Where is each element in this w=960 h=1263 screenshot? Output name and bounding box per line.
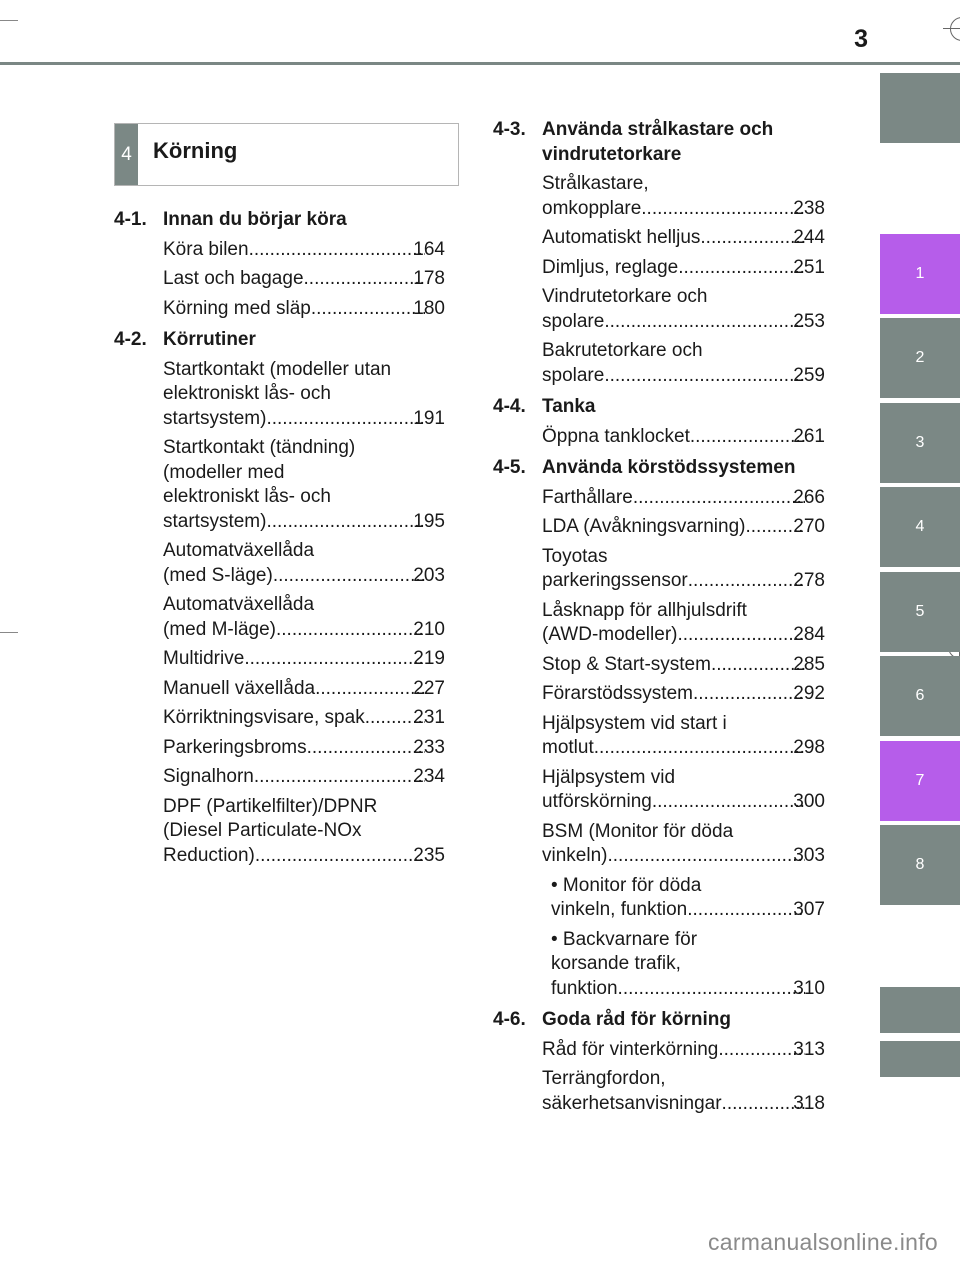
toc-entry[interactable] xyxy=(542,820,825,869)
toc-entry-text: Förarstödssystem xyxy=(542,683,693,704)
dot-leader xyxy=(711,653,805,678)
toc-entry[interactable] xyxy=(163,706,445,731)
dot-leader xyxy=(276,618,425,643)
toc-entry[interactable] xyxy=(542,226,825,251)
toc-entry-text: startsystem) xyxy=(163,510,267,532)
crop-mark xyxy=(0,632,18,633)
toc-entry-text: vinkeln) xyxy=(542,845,608,866)
toc-entry-page: 234 xyxy=(413,766,445,787)
toc-entry-page: 303 xyxy=(793,845,825,866)
toc-entry-text: Hjälpsystem vid xyxy=(542,766,676,788)
dot-leader xyxy=(677,623,805,648)
toc-entry-text: (AWD-modeller) xyxy=(542,624,678,645)
toc-entry-text: Last och bagage xyxy=(163,268,304,289)
chapter-tab-4[interactable]: 4 xyxy=(880,487,960,567)
toc-entry-page: 298 xyxy=(793,737,825,758)
toc-entry[interactable] xyxy=(551,874,825,923)
dot-leader xyxy=(718,1038,805,1063)
toc-group-title: Använda strålkastare och vindrutetorkare xyxy=(542,119,774,165)
dot-leader xyxy=(690,425,805,450)
section-title: Körning xyxy=(153,138,238,163)
toc-entry[interactable] xyxy=(542,425,825,450)
toc-entry-page: 219 xyxy=(413,648,445,669)
toc-entry-text: spolare xyxy=(542,364,605,386)
toc-entry-text: DPF (Partikelfilter)/DPNR xyxy=(163,795,378,817)
toc-entry[interactable] xyxy=(542,1067,825,1116)
dot-leader xyxy=(687,898,805,923)
toc-entry-page: 313 xyxy=(793,1038,825,1060)
toc-entry-page: 180 xyxy=(413,297,445,319)
toc-entry-page: 164 xyxy=(413,238,445,260)
toc-entry-text: Råd för vinterkörning xyxy=(542,1038,719,1060)
toc-entry-text: parkeringssensor xyxy=(542,570,688,591)
dot-leader xyxy=(304,267,426,292)
toc-entry[interactable] xyxy=(542,339,825,388)
toc-entry[interactable] xyxy=(542,285,825,334)
toc-entry-text: Reduction) xyxy=(163,844,255,866)
dot-leader xyxy=(266,510,425,535)
toc-entry-page: 278 xyxy=(793,570,825,591)
toc-group-heading xyxy=(493,118,825,167)
dot-leader xyxy=(244,647,425,672)
toc-group-heading xyxy=(493,456,825,481)
toc-column-left xyxy=(114,208,445,875)
toc-entry-page: 227 xyxy=(413,677,445,699)
toc-entry[interactable] xyxy=(542,712,825,761)
toc-entry-text: Farthållare xyxy=(542,486,633,508)
registration-mark xyxy=(950,17,960,41)
chapter-tab-8[interactable]: 8 xyxy=(880,825,960,905)
toc-entry-text: (med S-läge) xyxy=(163,564,273,586)
toc-entry[interactable] xyxy=(163,647,445,672)
toc-entry-text: Parkeringsbroms xyxy=(163,736,307,758)
toc-entry-text: Startkontakt (tändning) xyxy=(163,437,356,458)
toc-group-heading xyxy=(493,395,825,420)
toc-entry-text: LDA (Avåkningsvarning) xyxy=(542,516,746,537)
toc-group-number: 4-5. xyxy=(493,457,526,478)
toc-entry-text: utförskörning xyxy=(542,791,652,812)
toc-group-heading xyxy=(493,1008,825,1033)
toc-group-number: 4-1. xyxy=(114,209,147,230)
toc-entry[interactable] xyxy=(542,172,825,221)
dot-leader xyxy=(255,844,425,869)
toc-entry-page: 285 xyxy=(793,653,825,675)
toc-entry-text: (Diesel Particulate-NOx xyxy=(163,820,362,841)
chapter-tab-blank[interactable] xyxy=(880,987,960,1033)
toc-entry-text: elektroniskt lås- och xyxy=(163,486,331,507)
toc-entry-text: Automatväxellåda xyxy=(163,540,315,561)
section-header xyxy=(114,123,459,186)
chapter-tab-6[interactable]: 6 xyxy=(880,656,960,736)
dot-leader xyxy=(604,364,805,389)
toc-entry-page: 210 xyxy=(413,618,445,640)
toc-entry-text: spolare xyxy=(542,310,605,332)
dot-leader xyxy=(311,297,425,322)
toc-entry-text: korsande trafik, xyxy=(551,953,681,974)
toc-group-title: Goda råd för körning xyxy=(542,1009,731,1030)
toc-group-number: 4-4. xyxy=(493,396,526,417)
toc-entry-text: Stop & Start-system xyxy=(542,653,711,675)
toc-entry-text: Öppna tanklocket xyxy=(542,425,690,447)
toc-entry-text: Hjälpsystem vid start i xyxy=(542,712,727,734)
toc-group-number: 4-2. xyxy=(114,329,147,350)
dot-leader xyxy=(249,238,426,263)
dot-leader xyxy=(678,256,805,281)
toc-group xyxy=(493,395,825,449)
chapter-tab-blank[interactable] xyxy=(880,1041,960,1077)
dot-leader xyxy=(266,407,425,432)
toc-group-title: Innan du börjar köra xyxy=(163,209,347,230)
toc-entry-page: 261 xyxy=(793,425,825,447)
toc-group-number: 4-6. xyxy=(493,1009,526,1030)
toc-entry-page: 300 xyxy=(793,791,825,812)
toc-entry[interactable] xyxy=(542,256,825,281)
toc-entry-page: 244 xyxy=(793,227,825,248)
toc-entry-text: Vindrutetorkare och xyxy=(542,286,708,307)
toc-entry-text: Startkontakt (modeller utan xyxy=(163,358,392,380)
toc-entry[interactable] xyxy=(163,593,445,642)
toc-entry-text: Köra bilen xyxy=(163,238,249,260)
toc-entry[interactable] xyxy=(542,1038,825,1063)
toc-entry-page: 178 xyxy=(413,268,445,289)
toc-entry-page: 284 xyxy=(793,624,825,645)
toc-entry-page: 307 xyxy=(793,899,825,920)
toc-entry-page: 235 xyxy=(413,844,445,866)
toc-group xyxy=(493,1008,825,1116)
toc-entry-text: Automatväxellåda xyxy=(163,594,315,615)
toc-entry-text: Signalhorn xyxy=(163,766,254,787)
toc-group-title: Körrutiner xyxy=(163,329,256,350)
toc-entry[interactable] xyxy=(163,358,445,432)
toc-entry-text: Dimljus, reglage xyxy=(542,256,679,278)
toc-group xyxy=(493,456,825,1001)
dot-leader xyxy=(633,486,805,511)
toc-entry[interactable] xyxy=(163,736,445,761)
toc-entry-text: säkerhetsanvisningar xyxy=(542,1092,722,1114)
dot-leader xyxy=(594,736,806,761)
dot-leader xyxy=(700,226,805,251)
dot-leader xyxy=(273,564,425,589)
toc-entry-text: Bakrutetorkare och xyxy=(542,340,703,361)
chapter-tab-1[interactable]: 1 xyxy=(880,234,960,314)
toc-entry-page: 233 xyxy=(413,736,445,758)
dot-leader xyxy=(652,790,805,815)
toc-entry-page: 310 xyxy=(793,977,825,999)
toc-entry[interactable] xyxy=(542,766,825,815)
toc-entry-text: • Monitor för döda xyxy=(551,874,702,896)
toc-entry-page: 253 xyxy=(793,310,825,332)
chapter-tab-3[interactable]: 3 xyxy=(880,403,960,483)
toc-entry-text: (med M-läge) xyxy=(163,618,276,640)
toc-entry-text: Körning med släp xyxy=(163,297,311,319)
toc-entry-page: 191 xyxy=(413,407,445,429)
toc-entry-text: • Backvarnare för xyxy=(551,928,698,950)
toc-entry-text: (modeller med xyxy=(163,461,285,483)
toc-entry[interactable] xyxy=(163,795,445,869)
toc-group xyxy=(114,328,445,868)
toc-group-number: 4-3. xyxy=(493,119,526,140)
toc-entry-page: 266 xyxy=(793,486,825,508)
chapter-tab-blank[interactable] xyxy=(880,73,960,143)
toc-entry-text: elektroniskt lås- och xyxy=(163,383,331,404)
dot-leader xyxy=(315,677,425,702)
toc-entry[interactable] xyxy=(542,486,825,511)
toc-entry[interactable] xyxy=(163,539,445,588)
toc-entry-page: 318 xyxy=(793,1092,825,1114)
toc-group-title: Använda körstödssystemen xyxy=(542,457,796,478)
toc-entry[interactable] xyxy=(163,238,445,263)
crop-mark xyxy=(0,20,18,21)
toc-entry[interactable] xyxy=(542,515,825,540)
toc-entry-page: 292 xyxy=(793,683,825,704)
toc-entry-text: Manuell växellåda xyxy=(163,677,316,699)
toc-entry[interactable] xyxy=(551,928,825,1002)
toc-entry[interactable] xyxy=(163,297,445,322)
toc-entry[interactable] xyxy=(542,682,825,707)
section-number: 4 xyxy=(115,124,138,185)
toc-entry[interactable] xyxy=(163,677,445,702)
dot-leader xyxy=(618,977,806,1002)
toc-entry-text: motlut xyxy=(542,737,594,758)
toc-entry[interactable] xyxy=(163,267,445,292)
toc-entry-text: omkopplare xyxy=(542,197,642,219)
toc-group xyxy=(114,208,445,321)
chapter-tab-7[interactable]: 7 xyxy=(880,741,960,821)
toc-entry[interactable] xyxy=(542,545,825,594)
page-number: 3 xyxy=(854,25,868,53)
toc-entry-page: 251 xyxy=(793,256,825,278)
toc-column-right xyxy=(493,118,825,1123)
dot-leader xyxy=(254,765,425,790)
dot-leader xyxy=(693,682,805,707)
chapter-tab-5[interactable]: 5 xyxy=(880,572,960,652)
toc-entry-text: Låsknapp för allhjulsdrift xyxy=(542,599,747,621)
chapter-tab-2[interactable]: 2 xyxy=(880,318,960,398)
toc-entry-text: Automatiskt helljus xyxy=(542,227,701,248)
toc-entry-page: 259 xyxy=(793,364,825,386)
toc-entry-text: Strålkastare, xyxy=(542,173,649,194)
toc-entry-text: Körriktningsvisare, spak xyxy=(163,707,365,728)
toc-entry-page: 195 xyxy=(413,510,445,532)
toc-entry[interactable] xyxy=(163,436,445,534)
toc-entry-page: 203 xyxy=(413,564,445,586)
toc-entry-text: vinkeln, funktion xyxy=(551,899,688,920)
toc-entry-text: Multidrive xyxy=(163,648,245,669)
toc-group xyxy=(493,118,825,388)
toc-entry[interactable] xyxy=(163,765,445,790)
toc-group-title: Tanka xyxy=(542,396,596,417)
dot-leader xyxy=(307,736,426,761)
watermark: carmanualsonline.info xyxy=(707,1229,938,1255)
dot-leader xyxy=(688,569,806,594)
toc-entry[interactable] xyxy=(542,599,825,648)
toc-group-heading xyxy=(114,328,445,353)
dot-leader xyxy=(641,197,805,222)
toc-entry-text: startsystem) xyxy=(163,407,267,429)
toc-group-heading xyxy=(114,208,445,233)
toc-entry-page: 231 xyxy=(413,707,445,728)
toc-entry-page: 270 xyxy=(793,516,825,537)
dot-leader xyxy=(604,310,805,335)
dot-leader xyxy=(607,844,805,869)
toc-entry[interactable] xyxy=(542,653,825,678)
header-rule xyxy=(0,62,960,65)
toc-entry-text: funktion xyxy=(551,977,618,999)
toc-entry-page: 238 xyxy=(793,197,825,219)
toc-entry-text: Terrängfordon, xyxy=(542,1068,666,1089)
toc-entry-text: Toyotas xyxy=(542,545,608,567)
toc-entry-text: BSM (Monitor för döda xyxy=(542,820,734,842)
